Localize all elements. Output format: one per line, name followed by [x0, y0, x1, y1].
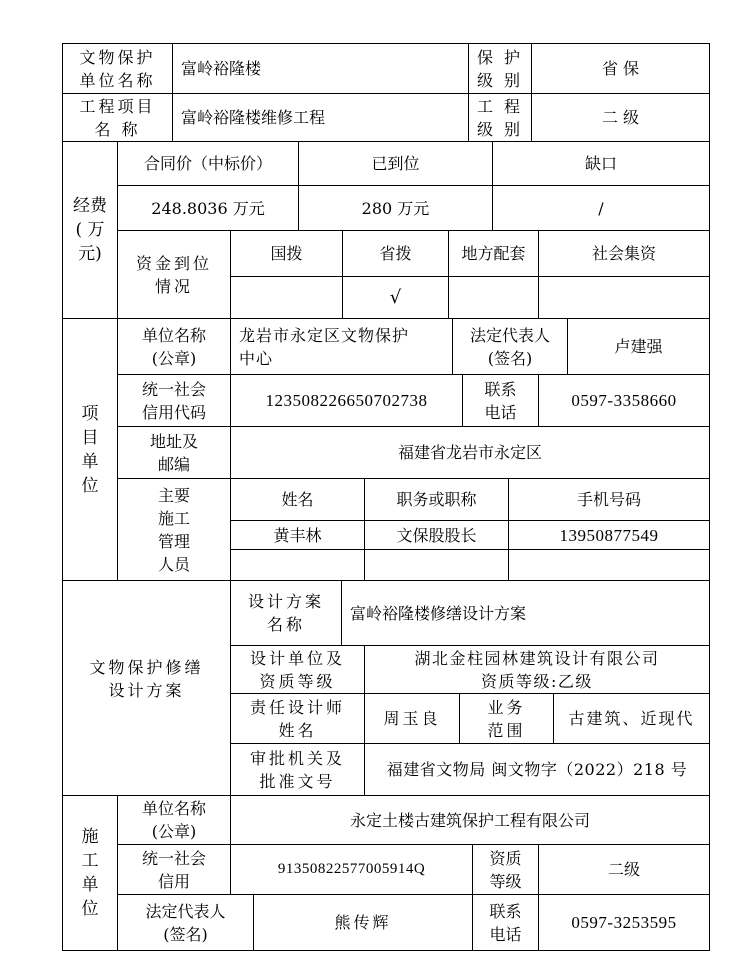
staff-header-title: 职务或职称	[396, 490, 477, 509]
staff-name	[231, 550, 364, 580]
project-unit-contact-label: 联系 电话	[484, 379, 517, 422]
construction-name-value: 永定土楼古建筑保护工程有限公司	[349, 810, 590, 830]
construction-contact-value: 0597-3253595	[571, 913, 677, 932]
project-unit-section-label: 项 目 单 位	[81, 403, 99, 496]
rule	[709, 43, 710, 951]
fund-status-label: 资金到位 情况	[135, 253, 212, 296]
project-unit-legal-rep-label: 法定代表人 (签名)	[469, 325, 550, 368]
project-level-value: 二 级	[601, 108, 640, 127]
shortfall-value: /	[598, 198, 604, 218]
staff-name: 黄丰林	[273, 525, 322, 545]
construction-contact-label: 联系 电话	[489, 901, 522, 944]
designer-label: 责任设计师 姓名	[249, 697, 345, 740]
project-unit-credit-value: 123508226650702738	[265, 391, 428, 410]
contract-price-value: 248.8036 万元	[151, 198, 265, 218]
unit-name-value: 富岭裕隆楼	[181, 59, 262, 78]
design-section-label: 文物保护修缮 设计方案	[89, 658, 204, 700]
design-plan-name-label: 设计方案 名称	[247, 592, 324, 634]
staff-phone: 13950877549	[559, 525, 659, 545]
project-unit-address-value: 福建省龙岩市永定区	[397, 443, 542, 462]
scope-label: 业务 范围	[487, 697, 526, 740]
project-unit-contact-value: 0597-3358660	[571, 391, 677, 410]
project-level-label: 工 程 级 别	[476, 96, 524, 139]
designer-value: 周玉良	[383, 709, 441, 728]
protection-level-value: 省 保	[601, 59, 640, 78]
arrived-label: 已到位	[371, 154, 420, 173]
construction-qual-label: 资质 等级	[489, 848, 522, 891]
protection-level-label: 保 护 级 别	[476, 47, 524, 90]
construction-section-label: 施 工 单 位	[81, 827, 99, 919]
source-local-mark	[449, 277, 538, 318]
approval-value: 福建省文物局 闽文物字（2022）218 号	[386, 760, 688, 779]
construction-legal-rep-label: 法定代表人 (签名)	[145, 901, 226, 944]
staff-phone	[509, 550, 709, 580]
staff-title: 文保股股长	[396, 525, 477, 545]
approval-label: 审批机关及 批准文号	[249, 748, 345, 791]
construction-credit-value: 91350822577005914Q	[277, 861, 426, 877]
construction-legal-rep-value: 熊传辉	[334, 913, 392, 932]
project-unit-name-value: 龙岩市永定区文物保护 中心	[239, 325, 410, 368]
source-provincial: 省拨	[379, 244, 412, 263]
scope-value: 古建筑、近现代	[568, 709, 695, 728]
source-social: 社会集资	[591, 244, 656, 263]
project-unit-name-label: 单位名称 (公章)	[141, 325, 206, 368]
construction-credit-label: 统一社会 信用	[141, 848, 206, 891]
source-national-mark	[231, 277, 342, 318]
source-provincial-mark: √	[389, 287, 402, 308]
arrived-value: 280 万元	[361, 198, 430, 218]
design-plan-name-value: 富岭裕隆楼修缮设计方案	[350, 603, 527, 623]
source-national: 国拨	[270, 244, 303, 263]
staff-header-name: 姓名	[281, 490, 314, 509]
design-unit-label: 设计单位及 资质等级	[249, 648, 345, 691]
project-name-value: 富岭裕隆楼维修工程	[181, 108, 326, 127]
source-social-mark	[539, 277, 709, 318]
construction-name-label: 单位名称 (公章)	[141, 799, 206, 841]
unit-name-label: 文物保护 单位名称	[79, 47, 156, 90]
shortfall-label: 缺口	[584, 154, 617, 173]
staff-header-phone: 手机号码	[576, 490, 641, 509]
contract-price-label: 合同价（中标价）	[143, 154, 272, 173]
construction-qual-value: 二级	[607, 860, 640, 879]
staff-title	[365, 550, 508, 580]
project-unit-address-label: 地址及 邮编	[149, 431, 198, 474]
funding-section-label: 经费 ( 万 元)	[73, 196, 107, 264]
project-unit-credit-label: 统一社会 信用代码	[141, 379, 206, 422]
rule	[62, 950, 710, 951]
project-unit-legal-rep-value: 卢建强	[614, 337, 663, 356]
source-local: 地方配套	[461, 244, 526, 263]
design-unit-value: 湖北金柱园林建筑设计有限公司 资质等级:乙级	[414, 648, 660, 691]
staff-label: 主要 施工 管理 人员	[157, 485, 190, 574]
project-name-label: 工程项目 名 称	[79, 96, 156, 139]
